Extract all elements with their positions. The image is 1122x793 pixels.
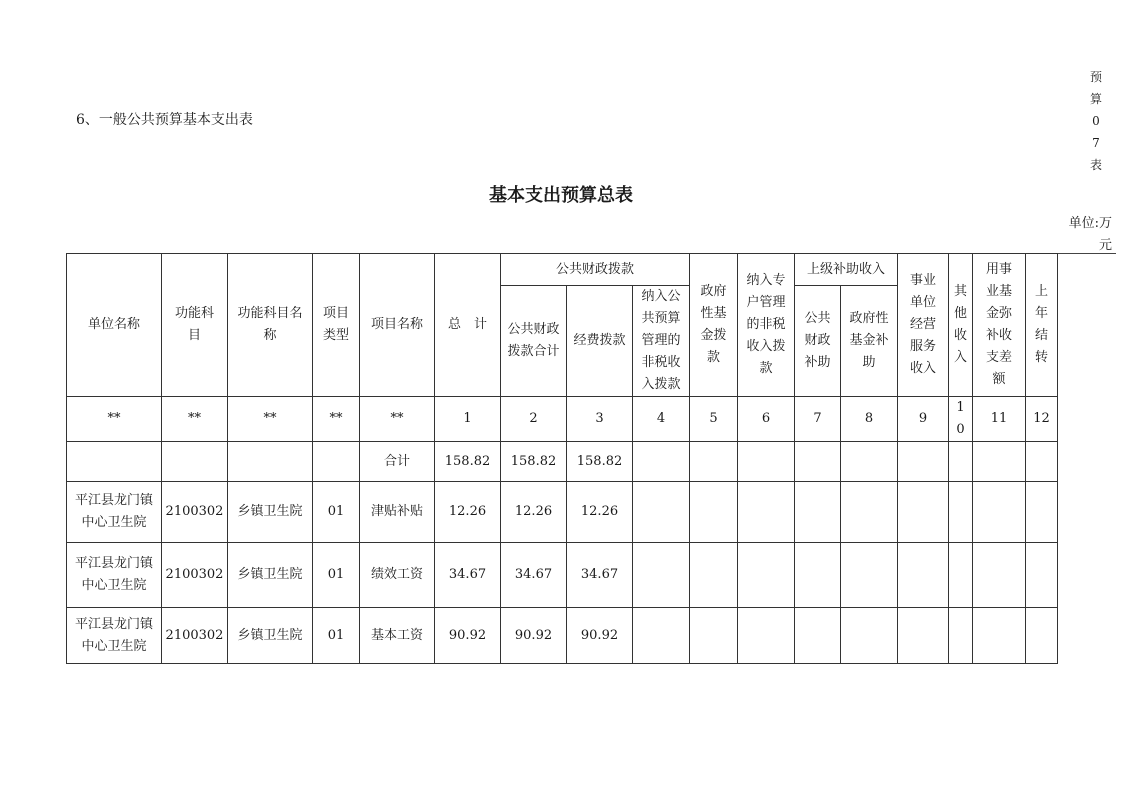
header-service-income-text: 事业单位经营服务收入 <box>909 273 936 376</box>
empty-cell <box>898 482 949 543</box>
index-cell: ** <box>313 397 360 442</box>
empty-cell <box>690 482 738 543</box>
header-gov-fund-text: 政府性基金拨款 <box>700 284 727 365</box>
header-public-fin: 公共财政拨款 <box>501 254 690 286</box>
empty-cell <box>1026 442 1058 482</box>
header-carryover <box>1026 254 1058 397</box>
header-unit-name: 单位名称 <box>67 254 162 397</box>
budget-table <box>66 253 1058 664</box>
empty-cell <box>228 442 313 482</box>
empty-cell <box>633 482 690 543</box>
empty-cell <box>841 482 898 543</box>
index-cell: 5 <box>690 397 738 442</box>
func-name-cell: 乡镇卫生院 <box>228 608 313 664</box>
empty-cell <box>1026 543 1058 608</box>
section-title: 6、一般公共预算基本支出表 <box>76 112 253 128</box>
index-cell: 4 <box>633 397 690 442</box>
form-code-char: 预 <box>1089 70 1102 84</box>
empty-cell <box>633 608 690 664</box>
empty-cell <box>313 442 360 482</box>
empty-cell <box>690 543 738 608</box>
empty-cell <box>738 543 795 608</box>
index-cell: 11 <box>973 397 1026 442</box>
empty-cell <box>949 543 973 608</box>
index-cell: 9 <box>898 397 949 442</box>
empty-cell <box>841 543 898 608</box>
empty-cell <box>795 482 841 543</box>
header-public-fin-subsidy <box>795 286 841 397</box>
empty-cell <box>973 608 1026 664</box>
index-cell: ** <box>162 397 228 442</box>
header-gov-fund-subsidy <box>841 286 898 397</box>
index-cell: 2 <box>501 397 567 442</box>
empty-cell <box>690 608 738 664</box>
empty-cell <box>795 543 841 608</box>
public-fin-cell: 12.26 <box>501 482 567 543</box>
header-proj-name: 项目名称 <box>360 254 435 397</box>
page-title: 基本支出预算总表 <box>489 185 633 206</box>
func-code-cell: 2100302 <box>162 608 228 664</box>
empty-cell <box>1026 608 1058 664</box>
form-code-char: 表 <box>1089 158 1102 172</box>
func-code-cell: 2100302 <box>162 482 228 543</box>
proj-name-cell: 基本工资 <box>360 608 435 664</box>
header-fund-balance <box>973 254 1026 397</box>
index-row <box>67 397 1058 442</box>
empty-cell <box>898 543 949 608</box>
empty-cell <box>690 442 738 482</box>
unit-label-line2: 元 <box>1098 238 1112 253</box>
unit-name-cell: 平江县龙门镇中心卫生院 <box>67 543 162 608</box>
header-total: 总 计 <box>435 254 501 397</box>
form-code-char: 算 <box>1089 92 1102 106</box>
empty-cell <box>795 608 841 664</box>
empty-cell <box>949 608 973 664</box>
header-non-tax <box>633 286 690 397</box>
header-special-non-tax <box>738 254 795 397</box>
header-func-name-text: 功能科目名称 <box>237 306 303 343</box>
empty-cell <box>738 608 795 664</box>
index-cell-text: 10 <box>956 400 965 437</box>
total-value: 158.82 <box>435 442 501 482</box>
empty-cell <box>738 442 795 482</box>
empty-cell <box>738 482 795 543</box>
index-cell: 1 <box>435 397 501 442</box>
header-other-income <box>949 254 973 397</box>
empty-cell <box>162 442 228 482</box>
index-cell: 8 <box>841 397 898 442</box>
proj-type-cell: 01 <box>313 608 360 664</box>
header-func-code <box>162 254 228 397</box>
form-code-char: 7 <box>1092 136 1100 150</box>
total-cell: 12.26 <box>435 482 501 543</box>
header-func-name <box>228 254 313 397</box>
header-gov-fund <box>690 254 738 397</box>
public-fin-cell: 90.92 <box>501 608 567 664</box>
empty-cell <box>841 608 898 664</box>
empty-cell <box>633 442 690 482</box>
header-special-non-tax-text: 纳入专户管理的非税收入拨款 <box>746 273 786 376</box>
header-non-tax-text: 纳入公共预算管理的非税收入拨款 <box>641 289 681 392</box>
unit-name-cell: 平江县龙门镇中心卫生院 <box>67 608 162 664</box>
index-cell <box>949 397 973 442</box>
index-cell: 12 <box>1026 397 1058 442</box>
index-cell: 7 <box>795 397 841 442</box>
empty-cell <box>633 543 690 608</box>
form-code <box>1089 66 1103 176</box>
table-row <box>67 608 1058 664</box>
index-cell: 3 <box>567 397 633 442</box>
total-cell: 90.92 <box>435 608 501 664</box>
unit-name-cell: 平江县龙门镇中心卫生院 <box>67 482 162 543</box>
index-cell: ** <box>67 397 162 442</box>
proj-name-cell: 津贴补贴 <box>360 482 435 543</box>
fund-alloc-cell: 34.67 <box>567 543 633 608</box>
table-row <box>67 543 1058 608</box>
proj-type-cell: 01 <box>313 543 360 608</box>
empty-cell <box>949 482 973 543</box>
fund-alloc-cell: 90.92 <box>567 608 633 664</box>
empty-cell <box>795 442 841 482</box>
empty-cell <box>898 442 949 482</box>
empty-cell <box>973 482 1026 543</box>
total-public-fin: 158.82 <box>501 442 567 482</box>
header-func-code-text: 功能科目 <box>174 306 214 343</box>
empty-cell <box>841 442 898 482</box>
empty-cell <box>973 543 1026 608</box>
index-cell: ** <box>228 397 313 442</box>
header-fund-balance-text: 用事业基金弥补收支差额 <box>985 262 1012 387</box>
empty-cell <box>898 608 949 664</box>
header-public-fin-subsidy-text: 公共财政补助 <box>804 311 831 370</box>
func-name-cell: 乡镇卫生院 <box>228 543 313 608</box>
header-superior-subsidy: 上级补助收入 <box>795 254 898 286</box>
header-fund-alloc: 经费拨款 <box>567 286 633 397</box>
header-service-income <box>898 254 949 397</box>
header-gov-fund-subsidy-text: 政府性基金补助 <box>849 311 889 370</box>
fund-alloc-cell: 12.26 <box>567 482 633 543</box>
public-fin-cell: 34.67 <box>501 543 567 608</box>
unit-label <box>1062 213 1112 257</box>
table-row <box>67 482 1058 543</box>
header-public-fin-total <box>501 286 567 397</box>
form-code-char: 0 <box>1092 114 1100 128</box>
total-label: 合计 <box>360 442 435 482</box>
header-proj-type <box>313 254 360 397</box>
index-cell: ** <box>360 397 435 442</box>
empty-cell <box>67 442 162 482</box>
proj-name-cell: 绩效工资 <box>360 543 435 608</box>
total-cell: 34.67 <box>435 543 501 608</box>
header-other-income-text: 其他收入 <box>953 284 967 365</box>
empty-cell <box>1026 482 1058 543</box>
proj-type-cell: 01 <box>313 482 360 543</box>
empty-cell <box>949 442 973 482</box>
header-carryover-text: 上年结转 <box>1034 284 1048 365</box>
total-row <box>67 442 1058 482</box>
total-fund-alloc: 158.82 <box>567 442 633 482</box>
func-code-cell: 2100302 <box>162 543 228 608</box>
empty-cell <box>973 442 1026 482</box>
header-public-fin-total-text: 公共财政拨款合计 <box>507 322 560 359</box>
func-name-cell: 乡镇卫生院 <box>228 482 313 543</box>
index-cell: 6 <box>738 397 795 442</box>
header-proj-type-text: 项目类型 <box>322 306 349 343</box>
unit-label-line1: 单位:万 <box>1068 216 1112 231</box>
